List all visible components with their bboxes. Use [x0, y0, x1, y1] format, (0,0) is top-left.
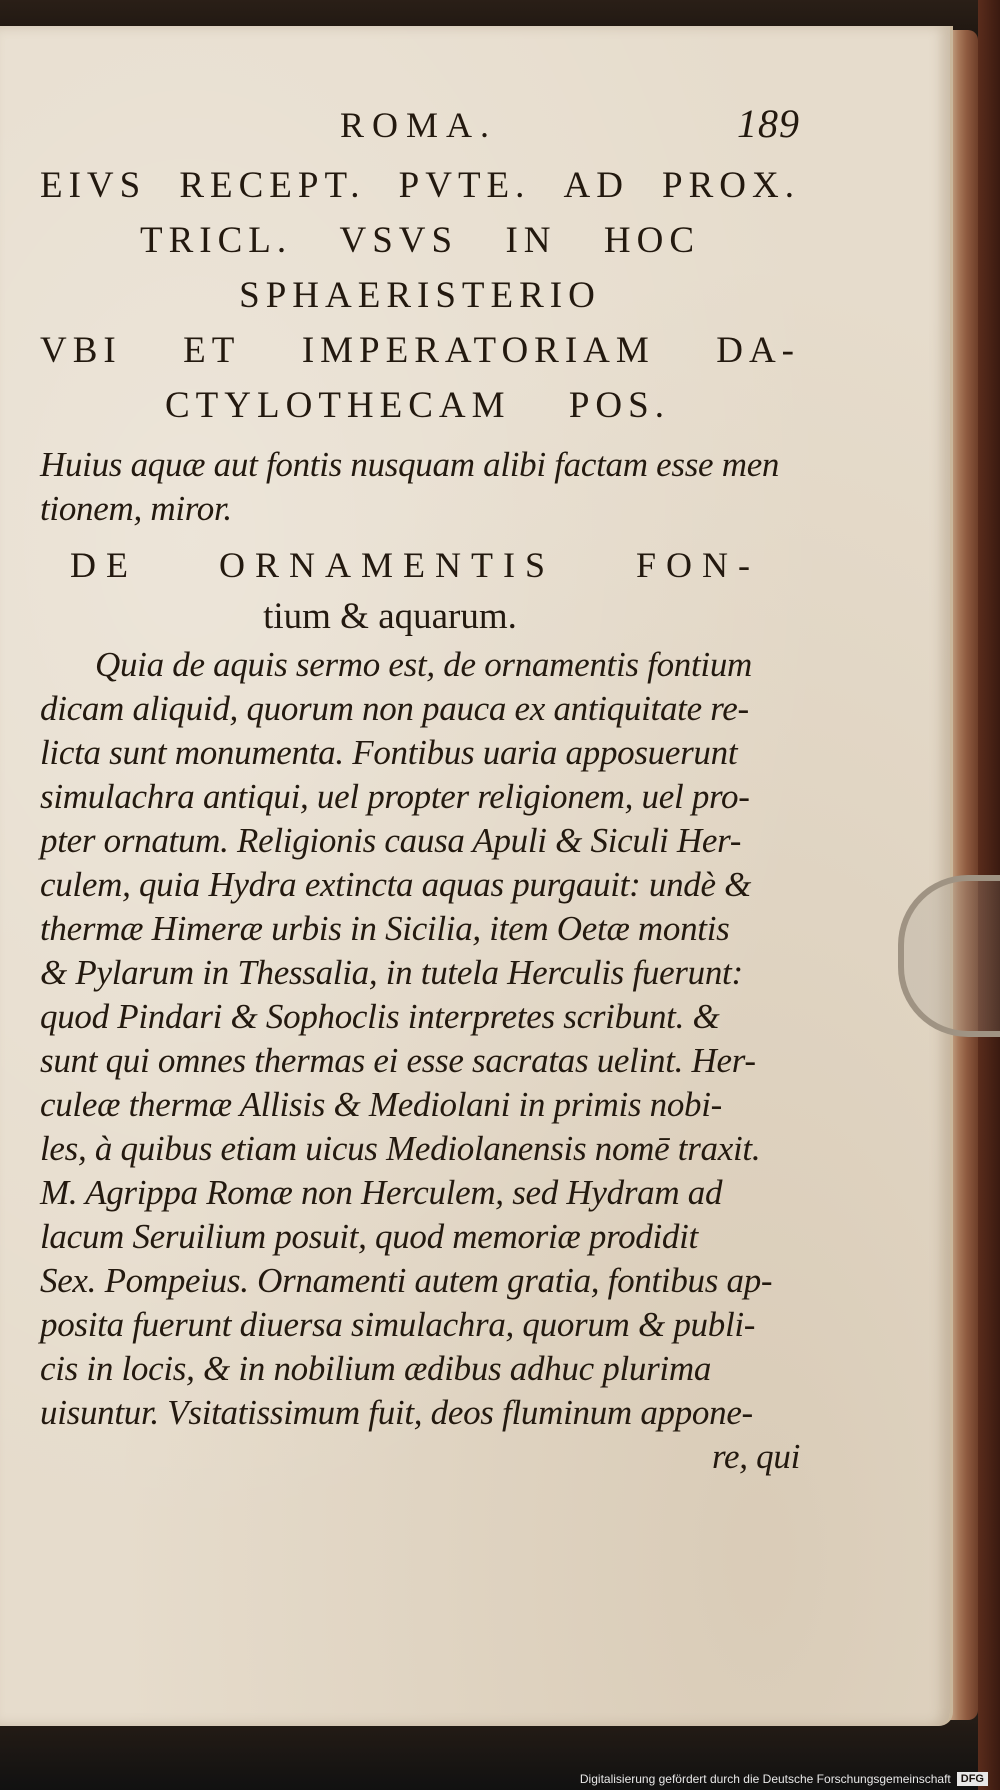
intro-paragraph	[40, 443, 800, 531]
inscription-word: PROX.	[662, 165, 800, 206]
text-line: & Pylarum in Thessalia, in tutela Herculis fuerunt:	[40, 953, 743, 992]
inscription-word: VBI	[40, 330, 122, 371]
text-line: quod Pindari & Sophoclis interpretes scribunt. &	[40, 997, 720, 1036]
inscription-word: POS.	[568, 385, 670, 426]
inscription-word: SPHAERISTERIO	[239, 275, 601, 316]
text-line: sunt qui omnes thermas ei esse sacratas uelint. Her-	[40, 1041, 756, 1080]
inscription-word: TRICL.	[140, 220, 293, 261]
spacer	[40, 433, 800, 443]
text-line: les, à quibus etiam uicus Mediolanensis nomē traxit.	[40, 1129, 761, 1168]
credit-text: Digitalisierung gefördert durch die Deutsche Forschungsgemeinschaft	[579, 1772, 951, 1786]
text-line: uisuntur. Vsitatissimum fuit, deos fluminum appone-	[40, 1393, 753, 1432]
page-header	[40, 100, 800, 158]
text-line: culem, quia Hydra extincta aquas purgauit: undè &	[40, 865, 752, 904]
dfg-logo: DFG	[957, 1772, 988, 1786]
inscription-line	[40, 268, 800, 323]
text-line: lacum Seruilium posuit, quod memoriæ prodidit	[40, 1217, 698, 1256]
body-paragraph	[40, 643, 800, 1479]
text-line: thermæ Himeræ urbis in Sicilia, item Oetæ montis	[40, 909, 730, 948]
inscription-line	[40, 378, 800, 433]
inscription-word: HOC	[603, 220, 700, 261]
inscription-word: CTYLOTHECAM	[165, 385, 511, 426]
inscription-line	[40, 158, 800, 213]
heading-word: FON-	[635, 545, 760, 585]
inscription-block	[40, 158, 800, 433]
inscription-line	[40, 213, 800, 268]
text-line: posita fuerunt diuersa simulachra, quorum & publi-	[40, 1305, 756, 1344]
section-heading	[40, 537, 800, 593]
text-line: dicam aliquid, quorum non pauca ex antiquitate re-	[40, 689, 749, 728]
text-line: Sex. Pompeius. Ornamenti autem gratia, fontibus ap-	[40, 1261, 773, 1300]
digitization-credit	[580, 1772, 988, 1786]
text-line: simulachra antiqui, uel propter religionem, uel pro-	[40, 777, 750, 816]
inscription-word: EIVS	[40, 165, 147, 206]
text-line: tionem, miror.	[40, 489, 232, 528]
text-line: Huius aquæ aut fontis nusquam alibi factam esse men	[40, 445, 780, 484]
text-line: Quia de aquis sermo est, de ornamentis fontium	[95, 645, 752, 684]
inscription-line	[40, 323, 800, 378]
inscription-word: ET	[183, 330, 241, 371]
text-line: pter ornatum. Religionis causa Apuli & Siculi Her-	[40, 821, 742, 860]
running-title: ROMA.	[340, 105, 498, 145]
inscription-word: IMPERATORIAM	[301, 330, 655, 371]
inscription-word: PVTE.	[398, 165, 531, 206]
text-line: culeæ thermæ Allisis & Mediolani in primis nobi-	[40, 1085, 723, 1124]
inscription-word: IN	[505, 220, 557, 261]
inscription-word: AD	[563, 165, 629, 206]
inscription-word: DA-	[716, 330, 800, 371]
page-text	[40, 100, 800, 1479]
text-line: licta sunt monumenta. Fontibus uaria apposuerunt	[40, 733, 738, 772]
heading-word: ORNAMENTIS	[218, 545, 555, 585]
catchword: re, qui	[712, 1437, 800, 1476]
inscription-word: RECEPT.	[179, 165, 366, 206]
inscription-word: VSVS	[339, 220, 459, 261]
section-heading-continuation: tium & aquarum.	[263, 596, 517, 637]
heading-word: DE	[70, 545, 138, 585]
page-number: 189	[737, 101, 800, 146]
text-line: M. Agrippa Romæ non Herculem, sed Hydram ad	[40, 1173, 723, 1212]
text-line: cis in locis, & in nobilium ædibus adhuc plurima	[40, 1349, 712, 1388]
